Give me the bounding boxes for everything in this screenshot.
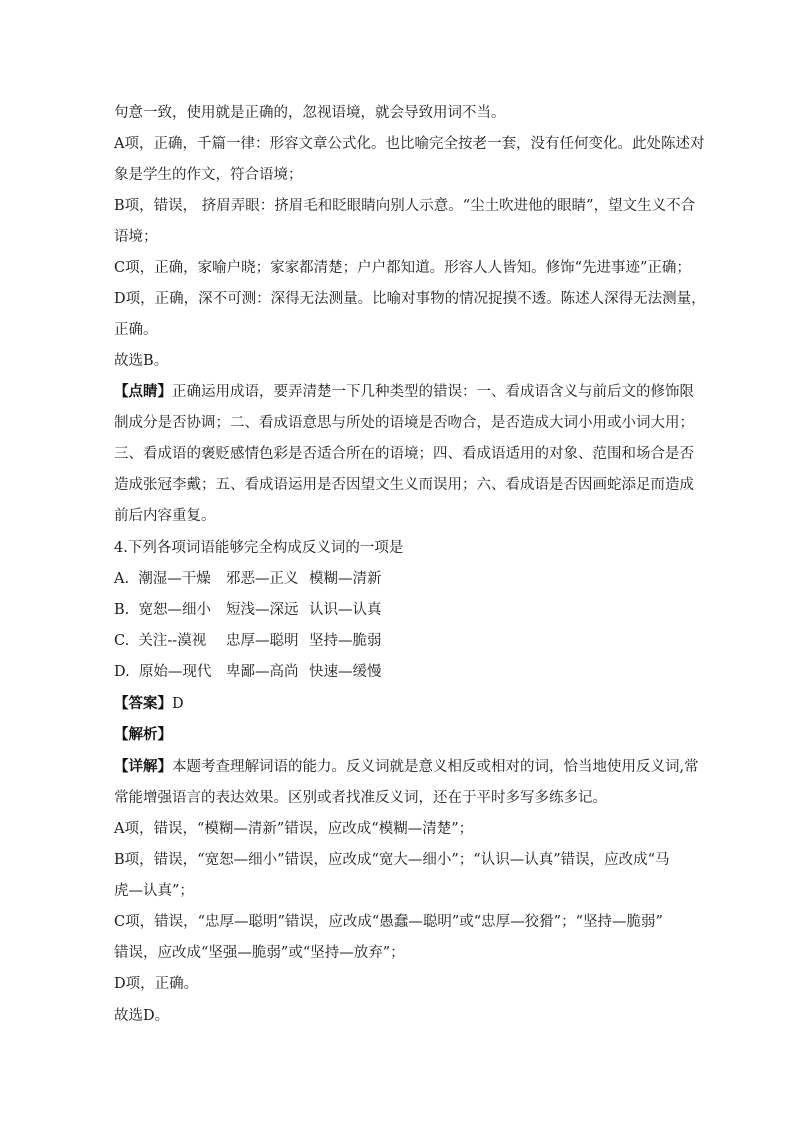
tip-tag: 【点睛】 [114,383,172,400]
option-item: 邪恶—正义 [226,571,299,587]
text-line: D项，正确，深不可测：深得无法测量。比喻对事物的情况捉摸不透。陈述人深得无法测量， [114,291,706,307]
option-c [114,631,206,651]
option-label: A. [114,571,130,587]
detail-line: 虎—认真”； [114,883,194,899]
option-label: D. [114,664,130,680]
option-item: 模糊—清新 [309,571,382,587]
detail-line: 本题考查理解词语的能力。反义词就是意义相反或相对的词，恰当地使用反义词,常 [172,759,699,775]
question-stem: 4.下列各项词语能够完全构成反义词的一项是 [114,540,404,556]
tip-line: 前后内容重复。 [114,508,216,524]
text-line: C项，正确，家喻户晓；家家都清楚；户户都知道。形容人人皆知。修饰“先进事迹”正确； [114,260,691,276]
tip-line: 造成张冠李戴；五、看成语运用是否因望文生义而误用；六、看成语是否因画蛇添足而造成 [114,477,694,493]
detail-line: 常能增强语言的表达效果。区别或者找准反义词，还在于平时多写多练多记。 [114,790,607,806]
analysis-tag: 【解析】 [114,726,172,743]
detail-paragraph-first [114,757,699,777]
option-item: 潮湿—干燥 [138,571,211,587]
text-line: 正确。 [114,322,158,338]
tip-line: 制成分是否协调；二、看成语意思与所处的语境是否吻合，是否造成大词小用或小词大用； [114,415,694,431]
tip-paragraph-first [114,382,694,402]
option-label: B. [114,602,130,618]
option-item: 短浅—深远 [226,602,299,618]
option-item: 认识—认真 [309,602,382,618]
option-item: 宽恕—细小 [138,602,211,618]
detail-line: C项，错误，“忠厚—聪明”错误，应改成“愚蠢—聪明”或“忠厚—狡猾”；“坚持—脆弱” [114,914,663,930]
option-b [114,600,211,620]
detail-line: 错误，应改成“坚强—脆弱”或“坚持—放弃”； [114,945,405,961]
option-item: 忠厚—聪明 [226,633,299,649]
text-line: 象是学生的作文，符合语境； [114,167,303,183]
text-line: 句意一致，使用就是正确的，忽视语境，就会导致用词不当。 [114,105,506,121]
text-line: 语境； [114,229,158,245]
detail-line: D项，正确。 [114,976,199,992]
option-label: C. [114,633,130,649]
option-item: 卑鄙—高尚 [226,664,299,680]
option-a [114,569,211,589]
tip-line: 三、看成语的褒贬感情色彩是否适合所在的语境；四、看成语适用的对象、范围和场合是否 [114,446,694,462]
option-item: 快速—缓慢 [309,664,382,680]
option-item: 坚持—脆弱 [309,633,382,649]
conclusion-line: 故选D。 [114,1008,170,1024]
analysis-heading [114,725,172,745]
text-line: B项，错误， 挤眉弄眼：挤眉毛和眨眼睛向别人示意。“尘土吹进他的眼睛”，望文生义不合 [114,198,696,214]
answer-line [114,694,184,714]
option-item: 原始—现代 [138,664,212,680]
tip-line: 正确运用成语，要弄清楚一下几种类型的错误：一、看成语含义与前后文的修饰限 [172,384,694,400]
detail-tag: 【详解】 [114,758,172,775]
detail-line: A项，错误，“模糊—清新”错误，应改成“模糊—清楚”； [114,821,474,837]
detail-line: B项，错误，“宽恕—细小”错误，应改成“宽大—细小”；“认识—认真”错误，应改成“马 [114,852,670,868]
answer-tag: 【答案】 [114,695,172,712]
option-item: 关注--漠视 [138,633,207,649]
answer-value: D [172,696,184,712]
option-d [114,662,211,682]
text-line: A项，正确，千篇一律：形容文章公式化。也比喻完全按老一套，没有任何变化。此处陈述对 [114,136,705,152]
conclusion-line: 故选B。 [114,353,169,369]
